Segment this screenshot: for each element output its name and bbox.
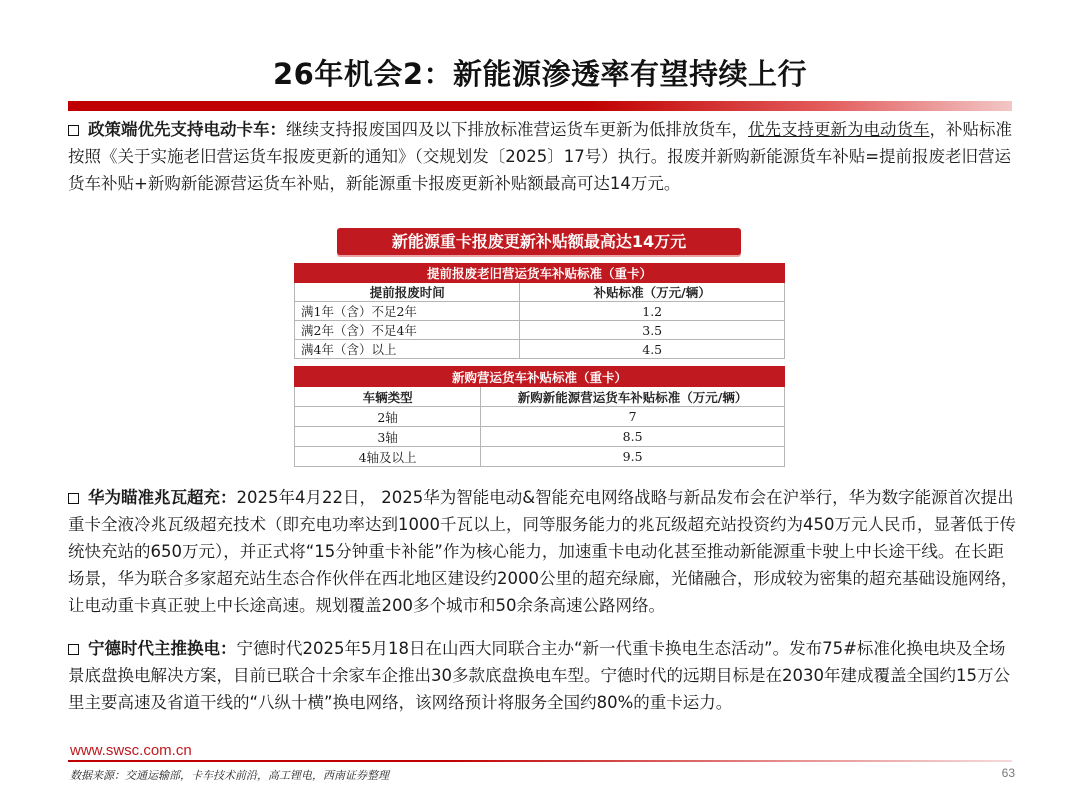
- footer-divider: [68, 760, 1012, 762]
- title-divider: [68, 101, 1012, 111]
- table-row: [295, 427, 785, 447]
- table-cell: 4轴及以上: [295, 447, 481, 467]
- bullet-underlined-text: 优先支持更新为电动货车: [748, 120, 930, 139]
- checkbox-bullet-icon: [68, 125, 79, 136]
- footer-url-link[interactable]: www.swsc.com.cn: [70, 742, 192, 759]
- data-source-note: 数据来源：交通运输部，卡车技术前沿，高工锂电，西南证券整理: [70, 769, 389, 782]
- table-caption: 新购营运货车补贴标准（重卡）: [295, 367, 785, 387]
- bullet-policy: [68, 116, 1018, 197]
- bullet-lead: 宁德时代主推换电：: [88, 639, 237, 658]
- table-row: [295, 321, 785, 340]
- table-cell: 3轴: [295, 427, 481, 447]
- table-row: [295, 447, 785, 467]
- bullet-lead: 政策端优先支持电动卡车：: [88, 120, 286, 139]
- new-purchase-subsidy-table: [294, 366, 785, 467]
- table-row: [295, 407, 785, 427]
- column-header: 补贴标准（万元/辆）: [520, 283, 785, 302]
- table-cell: 满2年（含）不足4年: [295, 321, 520, 340]
- checkbox-bullet-icon: [68, 644, 79, 655]
- bullet-text: ，补贴标准按照《关于实施老旧营运货车报废更新的通知》（交规划发〔2025〕17号）执行。报废并新购新能源货车补贴=提前报废老旧营运货车补贴+新购新能源营运货车补贴，新能源重卡报废更新补贴额最高可达14万元。: [68, 120, 1012, 193]
- table-cell: 4.5: [520, 340, 785, 359]
- checkbox-bullet-icon: [68, 493, 79, 504]
- table-cell: 3.5: [520, 321, 785, 340]
- table-cell: 2轴: [295, 407, 481, 427]
- table-caption: 提前报废老旧营运货车补贴标准（重卡）: [295, 264, 785, 283]
- column-header: 提前报废时间: [295, 283, 520, 302]
- table-cell: 1.2: [520, 302, 785, 321]
- bullet-catl: [68, 635, 1018, 716]
- table-cell: 7: [481, 407, 785, 427]
- bullet-huawei: [68, 484, 1018, 619]
- table-cell: 9.5: [481, 447, 785, 467]
- bullet-lead: 华为瞄准兆瓦超充：: [88, 488, 237, 507]
- bullet-text: 宁德时代2025年5月18日在山西大同联合主办“新一代重卡换电生态活动”。发布75#标准化换电块及全场景底盘换电解决方案，目前已联合十余家车企推出30多款底盘换电车型。宁德时代的远期目标是在2030年建成覆盖全国约15万公里主要高速及省道干线的“八纵十横”换电网络，该网络预计将服务全国约80%的重卡运力。: [68, 639, 1010, 712]
- page-title: 26年机会2：新能源渗透率有望持续上行: [272, 57, 808, 91]
- bullet-text: 继续支持报废国四及以下排放标准营运货车更新为低排放货车，: [286, 120, 748, 139]
- table-row: [295, 340, 785, 359]
- table-cell: 8.5: [481, 427, 785, 447]
- table-cell: 满1年（含）不足2年: [295, 302, 520, 321]
- table-cell: 满4年（含）以上: [295, 340, 520, 359]
- bullet-text: 2025年4月22日， 2025华为智能电动&智能充电网络战略与新品发布会在沪举行，华为数字能源首次提出重卡全液冷兆瓦级超充技术（即充电功率达到1000千瓦以上，同等服务能力的兆瓦级超充站投资约为450万元人民币，显著低于传统快充站的650万元），并正式将“15分钟重卡补能”作为核心能力，加速重卡电动化甚至推动新能源重卡驶上中长途干线。在长距场景，华为联合多家超充站生态合作伙伴在西北地区建设约2000公里的超充绿廊，光储融合，形成较为密集的超充基础设施网络，让电动重卡真正驶上中长途高速。规划覆盖200多个城市和50余条高速公路网络。: [68, 488, 1018, 615]
- column-header: 车辆类型: [295, 387, 481, 407]
- column-header: 新购新能源营运货车补贴标准（万元/辆）: [481, 387, 785, 407]
- page-number: 63: [1001, 766, 1015, 780]
- table-row: [295, 302, 785, 321]
- subsidy-banner: 新能源重卡报废更新补贴额最高达14万元: [337, 228, 741, 255]
- early-scrap-subsidy-table: [294, 263, 785, 359]
